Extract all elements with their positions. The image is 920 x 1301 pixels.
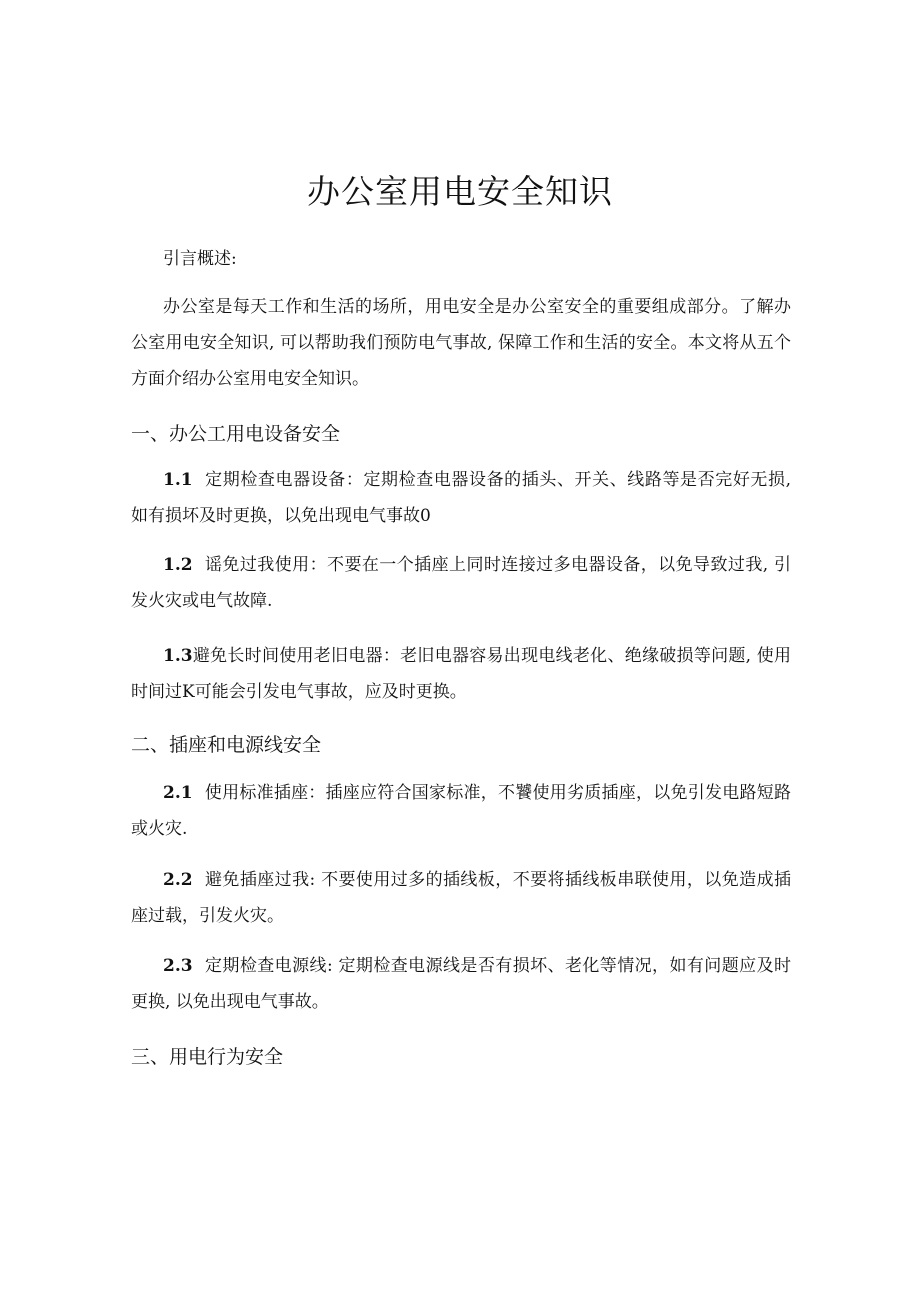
- section-heading-2: 二、插座和电源线安全: [131, 734, 322, 756]
- item-1-1: [131, 462, 791, 534]
- intro-paragraph: 办公室是每天工作和生活的场所，用电安全是办公室安全的重要组成部分。了解办公室用电安全知识, 可以帮助我们预防电气事故, 保障工作和生活的安全。本文将从五个方面介绍办公室用电安全知识。: [131, 297, 791, 389]
- intro-label: 引言概述:: [163, 249, 237, 269]
- item-text: 定期检查电器设备：定期检查电器设备的插头、开关、线路等是否完好无损, 如有损坏及时更换，以免出现电气事故0: [131, 470, 791, 526]
- section-heading-1: 一、办公工用电设备安全: [131, 423, 341, 445]
- item-1-3: [131, 638, 791, 710]
- item-text: 使用标准插座：插座应符合国家标准，不饕使用劣质插座，以免引发电路短路或火灾.: [131, 783, 791, 839]
- item-number: 2.3: [163, 956, 193, 976]
- item-2-1: [131, 775, 791, 847]
- item-text: 谣免过我使用：不要在一个插座上同时连接过多电器设备，以免导致过我, 引发火灾或电气故障.: [131, 555, 791, 611]
- item-number: 2.2: [163, 870, 193, 890]
- item-text: 避免长时间使用老旧电器：老旧电器容易出现电线老化、绝缘破损等问题, 使用时间过K可能会引发电气事故，应及时更换。: [131, 646, 791, 702]
- item-number: 1.1: [163, 470, 193, 490]
- section-heading-3: 三、用电行为安全: [131, 1046, 284, 1068]
- item-2-2: [131, 862, 791, 934]
- document-title: 办公室用电安全知识: [307, 172, 613, 211]
- item-number: 1.2: [163, 555, 193, 575]
- item-2-3: [131, 948, 791, 1020]
- item-text: 避免插座过我: 不要使用过多的插线板，不要将插线板串联使用，以免造成插座过载，引发火灾。: [131, 870, 791, 926]
- item-1-2: [131, 547, 791, 619]
- item-text: 定期检查电源线: 定期检查电源线是否有损坏、老化等情况，如有问题应及时更换, 以免出现电气事故。: [131, 956, 791, 1012]
- item-number: 1.3: [163, 646, 193, 666]
- item-number: 2.1: [163, 783, 193, 803]
